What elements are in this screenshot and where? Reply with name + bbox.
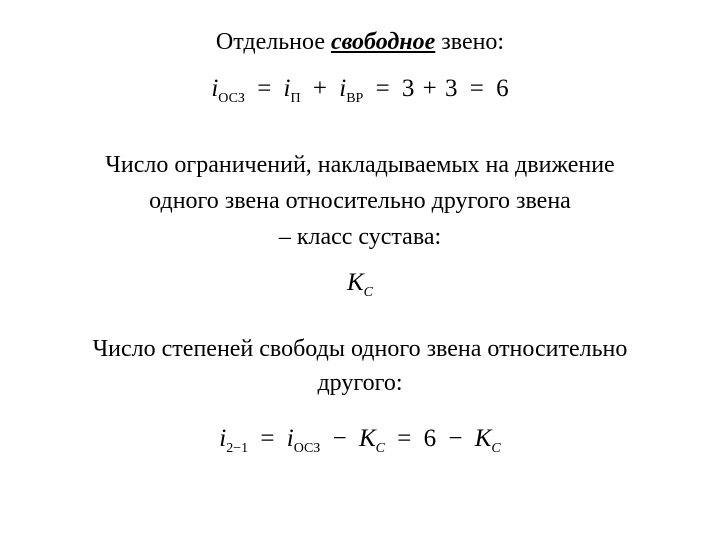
formula3-equals: =	[260, 425, 275, 452]
formula1-subscript-p: П	[290, 91, 301, 106]
formula1-equals: =	[375, 75, 390, 102]
formula1-plus: +	[422, 75, 437, 102]
formula1-number: 3	[401, 75, 415, 102]
formula-relative-freedom	[0, 424, 720, 464]
formula2-symbol-k: K	[346, 269, 364, 296]
formula3-minus: −	[448, 425, 463, 452]
formula3-subscript-c: C	[491, 441, 501, 456]
formula1-equals: =	[469, 75, 484, 102]
paragraph2-line2-text: другого:	[317, 370, 403, 396]
paragraph-freedom-line1	[0, 332, 720, 366]
formula1-subscript-vr: ВР	[346, 91, 364, 106]
paragraph-constraints-line2	[0, 184, 720, 218]
formula1-subscript-osz: ОСЗ	[218, 91, 245, 106]
heading-prefix: Отдельное	[215, 29, 325, 55]
formula2-subscript-c: C	[363, 285, 374, 300]
paragraph1-line2-text: одного звена относительно другого звена	[149, 188, 571, 214]
paragraph1-line3-text: – класс сустава:	[278, 224, 442, 250]
heading-suffix: звено:	[441, 29, 505, 55]
heading	[0, 25, 720, 59]
formula3-symbol-k: K	[358, 425, 376, 452]
paragraph-constraints-line3	[0, 220, 720, 254]
formula1-number: 3	[445, 75, 458, 102]
formula1-symbol-i: i	[339, 75, 347, 102]
formula-joint-class	[0, 268, 720, 308]
formula3-symbol-i: i	[219, 425, 227, 452]
paragraph2-line1-text: Число степеней свободы одного звена относительно	[92, 336, 628, 362]
formula1-result: 6	[496, 75, 509, 102]
formula1-symbol-i: i	[283, 75, 291, 102]
formula3-number: 6	[423, 425, 437, 452]
formula3-subscript-2-1: 2−1	[226, 441, 249, 456]
formula3-symbol-i: i	[286, 425, 294, 452]
formula1-plus: +	[312, 75, 327, 102]
formula1-symbol-i: i	[211, 75, 219, 102]
formula3-subscript-osz: ОСЗ	[293, 441, 321, 456]
formula3-subscript-c: C	[375, 441, 385, 456]
paragraph1-line1-text: Число ограничений, накладываемых на движение	[105, 152, 615, 178]
formula3-symbol-k: K	[474, 425, 492, 452]
paragraph-constraints-line1	[0, 148, 720, 182]
paragraph-freedom-line2	[0, 366, 720, 400]
formula-degrees-free-link	[0, 74, 720, 114]
formula3-minus: −	[332, 425, 347, 452]
heading-emphasis: свободное	[330, 29, 436, 55]
formula1-equals: =	[257, 75, 272, 102]
formula3-equals: =	[397, 425, 412, 452]
